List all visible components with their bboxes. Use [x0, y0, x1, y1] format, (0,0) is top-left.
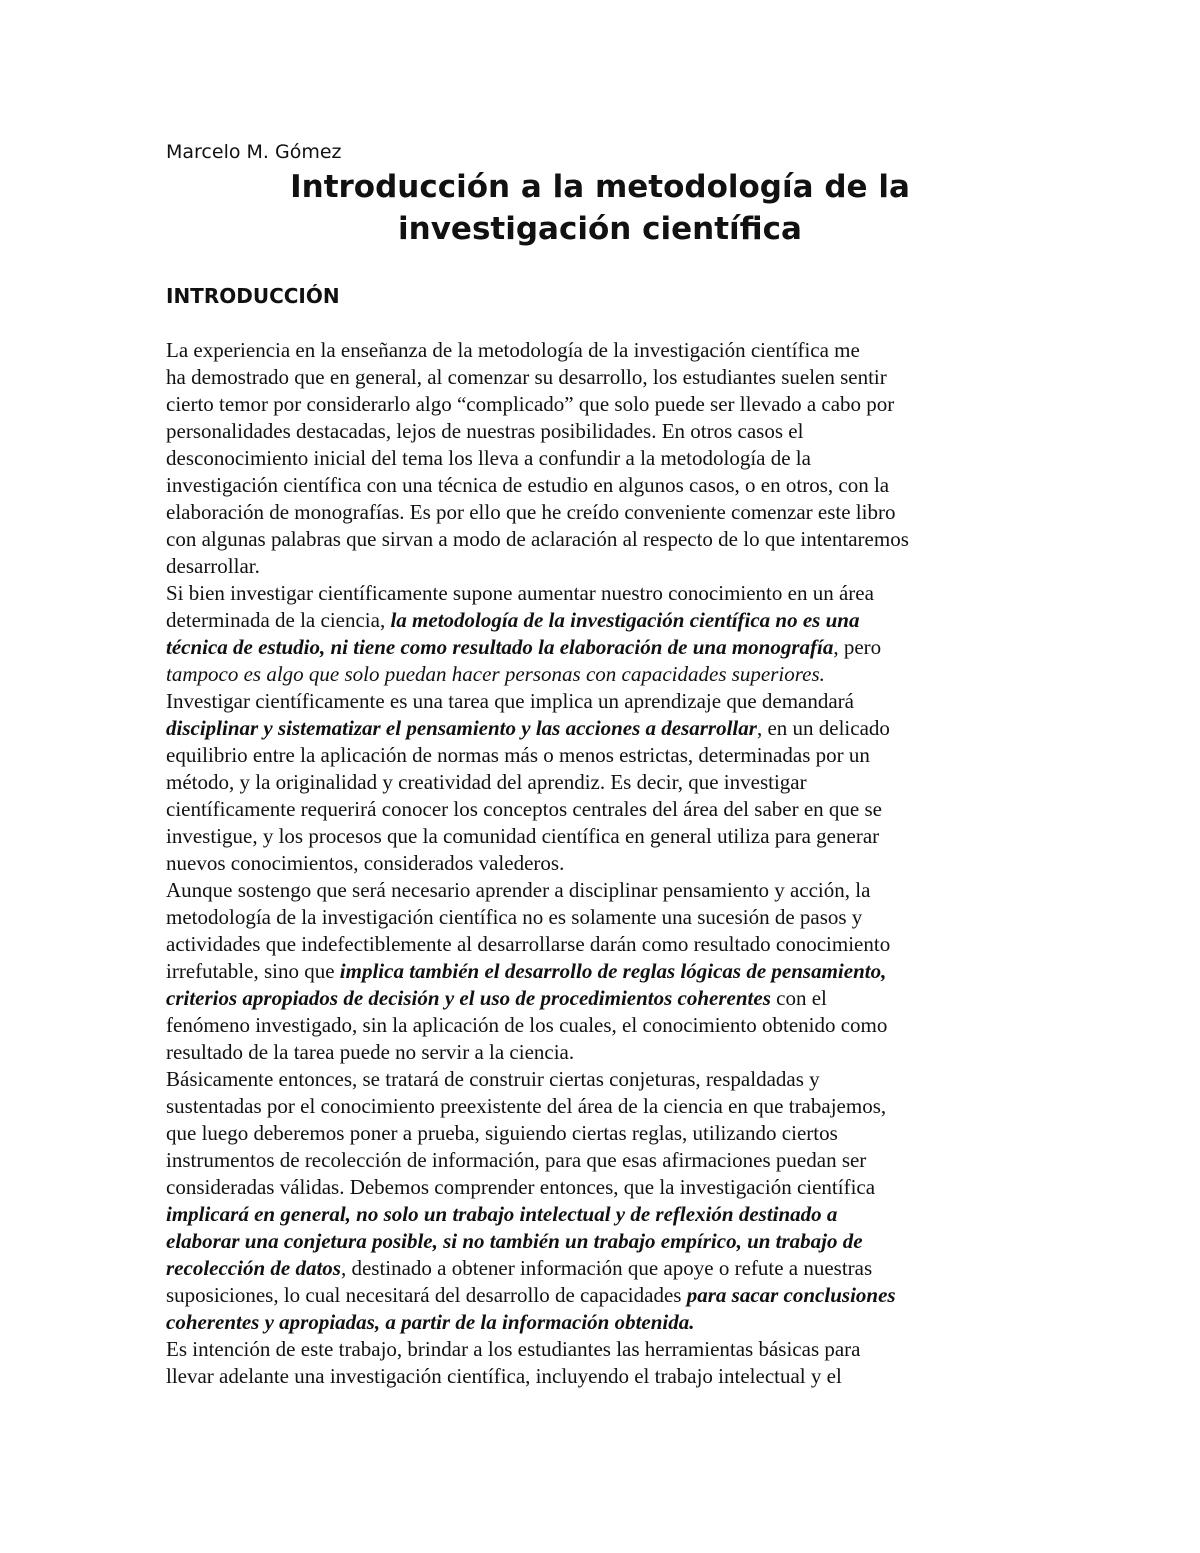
- text-line: La experiencia en la enseñanza de la metodología de la investigación científica me: [166, 338, 860, 362]
- text-run: determinada de la ciencia,: [166, 608, 391, 632]
- text-line: Aunque sostengo que será necesario aprender a disciplinar pensamiento y acción, la: [166, 878, 871, 902]
- text-line: equilibrio entre la aplicación de normas más o menos estrictas, determinadas por un: [166, 743, 870, 767]
- text-line: cierto temor por considerarlo algo “complicado” que solo puede ser llevado a cabo por: [166, 392, 895, 416]
- text-line: metodología de la investigación científica no es solamente una sucesión de pasos y: [166, 905, 863, 929]
- section-heading: INTRODUCCIÓN: [166, 284, 340, 308]
- text-line: Si bien investigar científicamente supone aumentar nuestro conocimiento en un área: [166, 581, 874, 605]
- text-line: resultado de la tarea puede no servir a la ciencia.: [166, 1040, 575, 1064]
- text-line: elaboración de monografías. Es por ello que he creído conveniente comenzar este libro: [166, 500, 896, 524]
- body-text: [166, 337, 1046, 1390]
- text-line: método, y la originalidad y creatividad del aprendiz. Es decir, que investigar: [166, 770, 807, 794]
- emphasis-text: para sacar conclusiones: [686, 1283, 896, 1307]
- emphasis-text-line: implicará en general, no solo un trabajo intelectual y de reflexión destinado a: [166, 1202, 838, 1226]
- emphasis-text: implica también el desarrollo de reglas lógicas de pensamiento,: [339, 959, 887, 983]
- text-line: instrumentos de recolección de información, para que esas afirmaciones puedan ser: [166, 1148, 867, 1172]
- text-line: Básicamente entonces, se tratará de construir ciertas conjeturas, respaldadas y: [166, 1067, 820, 1091]
- italic-text-line: tampoco es algo que solo puedan hacer personas con capacidades superiores.: [166, 662, 825, 686]
- text-line: Investigar científicamente es una tarea que implica un aprendizaje que demandará: [166, 689, 854, 713]
- emphasis-text: la metodología de la investigación científica no es una: [390, 608, 860, 632]
- text-line: fenómeno investigado, sin la aplicación de los cuales, el conocimiento obtenido como: [166, 1013, 888, 1037]
- author-name: Marcelo M. Gómez: [166, 141, 342, 163]
- text-line: desarrollar.: [166, 554, 260, 578]
- emphasis-text: criterios apropiados de decisión y el uso de procedimientos coherentes: [166, 986, 771, 1010]
- text-line: [166, 607, 1046, 634]
- text-line: ha demostrado que en general, al comenzar su desarrollo, los estudiantes suelen sentir: [166, 365, 887, 389]
- text-line: [166, 1282, 1046, 1309]
- text-run: , en un delicado: [756, 716, 890, 740]
- emphasis-text: disciplinar y sistematizar el pensamiento y las acciones a desarrollar: [166, 716, 757, 740]
- emphasis-text: técnica de estudio, ni tiene como resultado la elaboración de una monografía: [166, 635, 834, 659]
- document-title: [240, 166, 960, 250]
- emphasis-text: recolección de datos: [166, 1256, 341, 1280]
- text-line: actividades que indefectiblemente al desarrollarse darán como resultado conocimiento: [166, 932, 891, 956]
- text-run: suposiciones, lo cual necesitará del desarrollo de capacidades: [166, 1283, 687, 1307]
- text-line: [166, 958, 1046, 985]
- title-line-1: Introducción a la metodología de la: [290, 169, 910, 205]
- text-line: [166, 715, 1046, 742]
- text-line: [166, 634, 1046, 661]
- text-line: consideradas válidas. Debemos comprender entonces, que la investigación científica: [166, 1175, 876, 1199]
- text-run: , destinado a obtener información que apoye o refute a nuestras: [340, 1256, 873, 1280]
- text-line: [166, 985, 1046, 1012]
- title-line-2: investigación científica: [398, 211, 802, 247]
- text-run: , pero: [833, 635, 882, 659]
- text-line: nuevos conocimientos, considerados valederos.: [166, 851, 565, 875]
- text-line: con algunas palabras que sirvan a modo de aclaración al respecto de lo que intentaremos: [166, 527, 909, 551]
- text-line: desconocimiento inicial del tema los lleva a confundir a la metodología de la: [166, 446, 811, 470]
- text-line: personalidades destacadas, lejos de nuestras posibilidades. En otros casos el: [166, 419, 804, 443]
- text-line: [166, 1255, 1046, 1282]
- text-line: Es intención de este trabajo, brindar a los estudiantes las herramientas básicas para: [166, 1337, 861, 1361]
- text-line: que luego deberemos poner a prueba, siguiendo ciertas reglas, utilizando ciertos: [166, 1121, 838, 1145]
- text-line: sustentadas por el conocimiento preexistente del área de la ciencia en que trabajemos,: [166, 1094, 887, 1118]
- text-line: científicamente requerirá conocer los conceptos centrales del área del saber en que se: [166, 797, 882, 821]
- text-run: con el: [770, 986, 827, 1010]
- emphasis-text-line: elaborar una conjetura posible, si no también un trabajo empírico, un trabajo de: [166, 1229, 863, 1253]
- text-run: irrefutable, sino que: [166, 959, 340, 983]
- text-line: llevar adelante una investigación científica, incluyendo el trabajo intelectual y el: [166, 1364, 842, 1388]
- text-line: investigue, y los procesos que la comunidad científica en general utiliza para generar: [166, 824, 880, 848]
- text-line: investigación científica con una técnica de estudio en algunos casos, o en otros, con la: [166, 473, 890, 497]
- emphasis-text-line: coherentes y apropiadas, a partir de la información obtenida.: [166, 1310, 695, 1334]
